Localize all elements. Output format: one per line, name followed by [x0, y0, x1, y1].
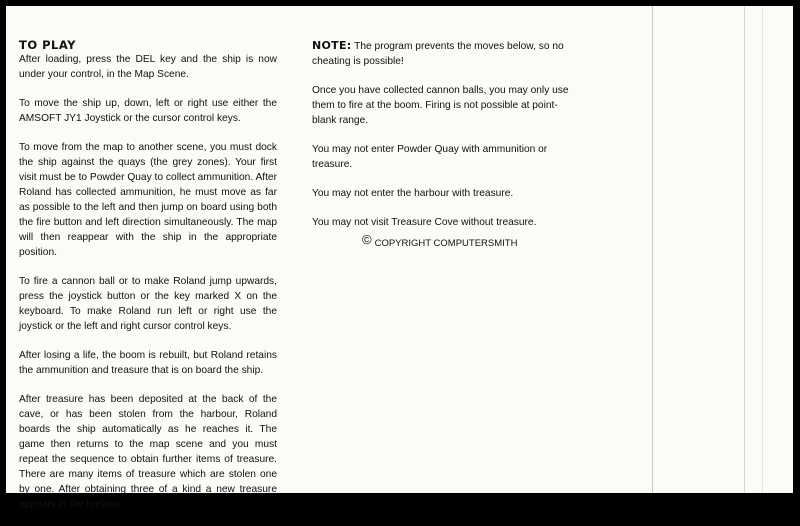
rule-cannon-balls: Once you have collected cannon balls, you may only use them to fire at the boom. Firing is not possible at point-blank range.	[312, 85, 569, 126]
left-column	[19, 38, 277, 526]
card-edge-line	[744, 6, 745, 493]
paragraph-treasure: After treasure has been deposited at the back of the cave, or has been stolen from the harbour, Roland boards the ship automatically as he reaches it. The game then returns to the map scene and you must repeat the sequence to obtain further items of treasure. There are many items of treasure which are stolen one by one. After obtaining three of a kind a new treasure appears in the harbour.	[19, 394, 277, 510]
paragraph-dock-ship: To move from the map to another scene, you must dock the ship against the quays (the grey zones). Your first visit must be to Powder Quay to collect ammunition. After Roland has collected ammunition, he must move as far as possible to the left and then jump on board using both the fire button and left direction simultaneously. The map will then reappear with the ship in the appropriate position.	[19, 142, 277, 258]
rule-harbour: You may not enter the harbour with treasure.	[312, 188, 514, 199]
card-fold-line	[652, 6, 653, 493]
to-play-heading: TO PLAY	[19, 38, 77, 52]
note-label: NOTE:	[312, 39, 352, 52]
paragraph-move-ship: To move the ship up, down, left or right use either the AMSOFT JY1 Joystick or the cursor control keys.	[19, 98, 277, 124]
note-text: The program prevents the moves below, so no cheating is possible!	[312, 41, 564, 67]
rule-powder-quay: You may not enter Powder Quay with ammunition or treasure.	[312, 144, 548, 170]
right-column	[312, 38, 572, 251]
copyright-text: COPYRIGHT COMPUTERSMITH	[374, 238, 518, 249]
paragraph-loading: After loading, press the DEL key and the ship is now under your control, in the Map Scene.	[19, 54, 277, 80]
paragraph-losing-life: After losing a life, the boom is rebuilt, but Roland retains the ammunition and treasure that is on board the ship.	[19, 350, 277, 376]
paragraph-fire-jump: To fire a cannon ball or to make Roland jump upwards, press the joystick button or the key marked X on the keyboard. To make Roland run left or right use the joystick or the left and right cursor control keys.	[19, 276, 277, 332]
note-paragraph	[312, 38, 572, 69]
copyright-icon: ©	[362, 232, 372, 247]
card-edge-line-2	[762, 6, 763, 493]
rule-treasure-cove: You may not visit Treasure Cove without treasure.	[312, 217, 537, 228]
copyright-line	[362, 232, 572, 251]
